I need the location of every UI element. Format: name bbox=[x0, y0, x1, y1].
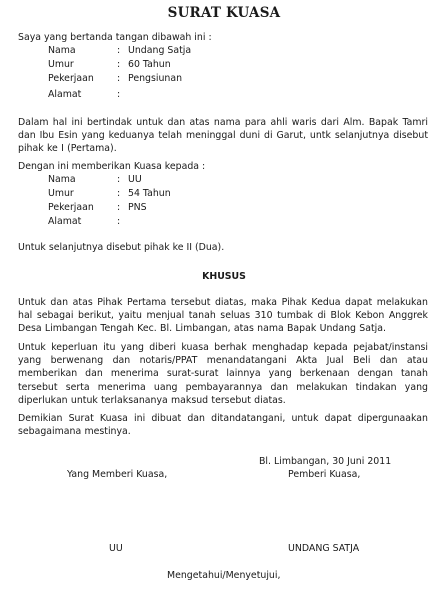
field-colon: : bbox=[117, 202, 121, 213]
field-label-pekerjaan: Pekerjaan bbox=[48, 202, 94, 213]
paragraph-pihak1: Dalam hal ini bertindak untuk dan atas nama para ahli waris dari Alm. Bapak Tamri dan Ibu Esin yang keduanya telah meninggal duni di Garut, untk selanjutnya disebut pihak ke I (Pertama). bbox=[18, 117, 428, 155]
signature-left-role: Yang Memberi Kuasa, bbox=[67, 469, 168, 480]
paragraph-authority: Untuk keperluan itu yang diberi kuasa berhak menghadap kepada pejabat/instansi yang berwenang dan notaris/PPAT menandatangani Akta Jual Beli dan atau memberikan dan menerima surat-surat lainnya yang berkenaan dengan tanah tersebut serta menerima uang pembayarannya dan melakukan tindakan yang diperlukan untuk terlaksananya maksud tersebut diatas. bbox=[18, 342, 428, 406]
field-colon: : bbox=[117, 73, 121, 84]
field-label-nama: Nama bbox=[48, 45, 76, 56]
intro-line: Saya yang bertanda tangan dibawah ini : bbox=[18, 32, 212, 43]
field-label-alamat: Alamat bbox=[48, 89, 82, 100]
field-colon: : bbox=[117, 45, 121, 56]
field-colon: : bbox=[117, 89, 121, 100]
paragraph-scope: Untuk dan atas Pihak Pertama tersebut diatas, maka Pihak Kedua dapat melakukan hal sebagai berikut, yaitu menjual tanah seluas 310 tumbak di Blok Kebon Anggrek Desa Limbangan Tengah Kec. Bl. Limbangan, atas nama Bapak Undang Satja. bbox=[18, 297, 428, 335]
field-value-nama: UU bbox=[128, 174, 142, 185]
field-value-pekerjaan: Pengsiunan bbox=[128, 73, 183, 84]
approval-line: Mengetahui/Menyetujui, bbox=[167, 570, 281, 581]
field-value-pekerjaan: PNS bbox=[128, 202, 147, 213]
paragraph-pihak2: Untuk selanjutnya disebut pihak ke II (Dua). bbox=[18, 242, 225, 253]
field-colon: : bbox=[117, 174, 121, 185]
document-title: SURAT KUASA bbox=[167, 5, 281, 21]
signature-right-role: Pemberi Kuasa, bbox=[288, 469, 361, 480]
field-value-umur: 54 Tahun bbox=[128, 188, 171, 199]
field-label-alamat: Alamat bbox=[48, 216, 82, 227]
intro2-line: Dengan ini memberikan Kuasa kepada : bbox=[18, 161, 206, 172]
field-colon: : bbox=[117, 59, 121, 70]
signature-left-name: UU bbox=[109, 543, 123, 554]
field-colon: : bbox=[117, 188, 121, 199]
field-value-nama: Undang Satja bbox=[128, 45, 192, 56]
field-value-umur: 60 Tahun bbox=[128, 59, 171, 70]
field-label-nama: Nama bbox=[48, 174, 76, 185]
section-heading: KHUSUS bbox=[202, 271, 246, 282]
field-label-pekerjaan: Pekerjaan bbox=[48, 73, 94, 84]
place-date: Bl. Limbangan, 30 Juni 2011 bbox=[259, 456, 392, 467]
paragraph-closing: Demikian Surat Kuasa ini dibuat dan ditandatangani, untuk dapat dipergunaakan sebagaimana mestinya. bbox=[18, 413, 428, 438]
field-label-umur: Umur bbox=[48, 59, 74, 70]
field-label-umur: Umur bbox=[48, 188, 74, 199]
signature-right-name: UNDANG SATJA bbox=[288, 543, 360, 554]
field-colon: : bbox=[117, 216, 121, 227]
